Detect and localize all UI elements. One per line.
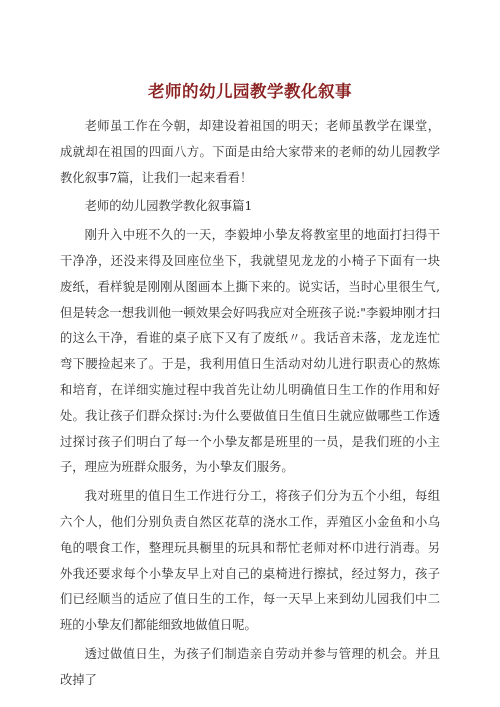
intro-paragraph: 老师虽工作在今朝，却建设着祖国的明天；老师虽教学在课堂，成就却在祖国的四面八方。下面是由给大家带来的老师的幼儿园教学教化叙事7篇，让我们一起来看看！ bbox=[60, 119, 440, 185]
body-paragraph: 我对班里的值日生工作进行分工，将孩子们分为五个小组，每组六个人，他们分别负责自然区花草的浇水工作，弄殖区小金鱼和小乌龟的喂食工作，整理玩具橱里的玩具和帮忙老师对杯巾进行消毒。另外我还要求每个小挚友早上对自己的桌椅进行擦拭，经过努力，孩子们已经顺当的适应了值日生的工作，每一天早上来到幼儿园我们中二班的小挚友们都能细致地做值日呢。 bbox=[60, 489, 440, 633]
body-paragraph: 透过做值日生，为孩子们制造亲自劳动并参与管理的机会。并且改掉了 bbox=[60, 646, 440, 687]
section-heading: 老师的幼儿园教学教化叙事篇1 bbox=[84, 199, 253, 214]
body-paragraph: 刚升入中班不久的一天，李毅坤小挚友将教室里的地面打扫得干干净净，还没来得及回座位坐下，我就望见龙龙的小椅子下面有一块废纸，看样貌是刚刚从图画本上撕下来的。说实话，当时心里很生气,但是转念一想我训他一顿效果会好吗我应对全班孩子说:"李毅坤刚才扫的这么干净，看谁的桌子底下又有了废纸〃。我话音未落，龙龙连忙弯下腰捡起来了。于是，我利用值日生活动对幼儿进行职责心的熬炼和培育，在详细实施过程中我首先让幼儿明确值日生工作的作用和好处。我让孩子们群众探讨:为什么要做值日生值日生就应做哪些工作透过探讨孩子们明白了每一个小挚友都是班里的一员，是我们班的小主子，理应为班群众服务，为小挚友们服务。 bbox=[60, 228, 440, 475]
document-title: 老师的幼儿园教学教化叙事 bbox=[148, 82, 352, 101]
